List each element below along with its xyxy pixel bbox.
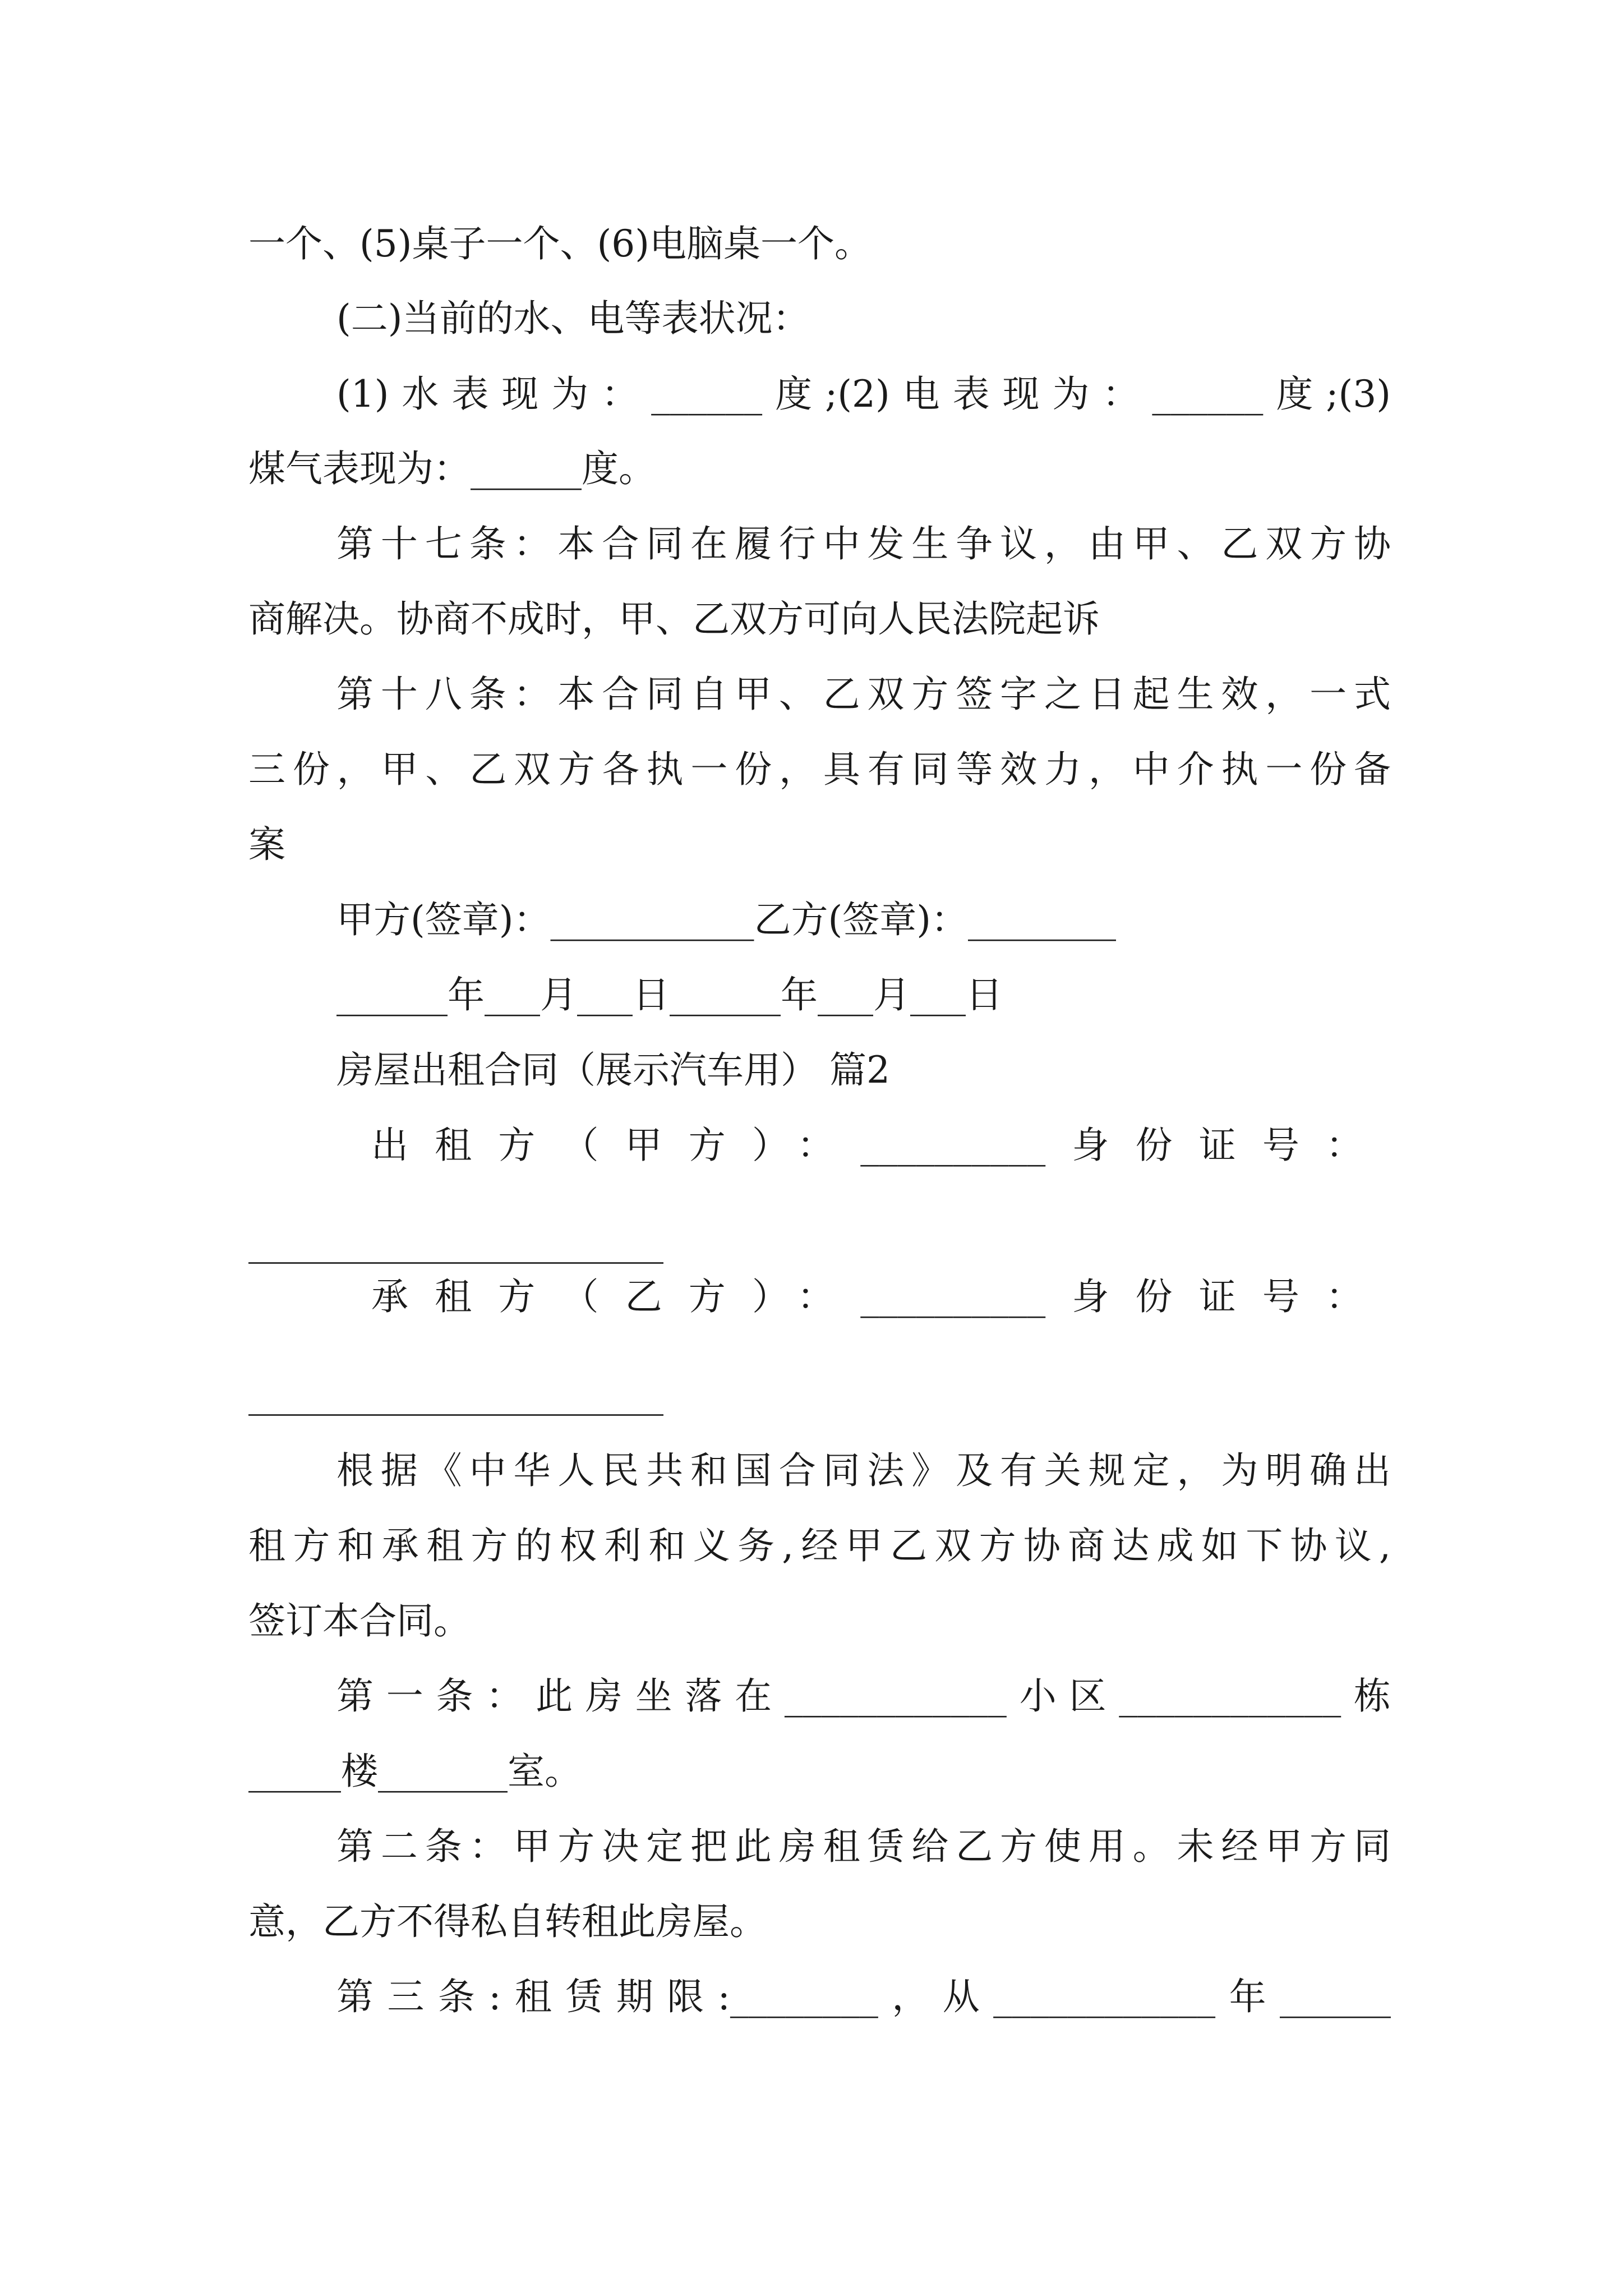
signature-line: 甲方(签章)：___________乙方(签章)：________ xyxy=(336,898,1116,941)
section-heading: 房屋出租合同（展示汽车用） 篇2 xyxy=(336,1048,890,1092)
text-line: (二)当前的水、电等表状况： xyxy=(336,297,810,340)
blank-underline xyxy=(248,1414,663,1416)
text-line: 意，乙方不得私自转租此房屋。 xyxy=(248,1900,767,1943)
article-17: 第十七条：本合同在履行中发生争议，由甲、乙双方协 xyxy=(336,522,1391,565)
article-1: 第一条：此房坐落在____________小区____________栋 xyxy=(336,1674,1391,1718)
blank-underline xyxy=(248,1262,663,1264)
text-line: 租方和承租方的权利和义务,经甲乙双方协商达成如下协议, xyxy=(248,1524,1391,1567)
text-line: 煤气表现为：______度。 xyxy=(248,447,656,490)
text-line: 商解决。协商不成时，甲、乙双方可向人民法院起诉 xyxy=(248,597,1100,641)
article-2: 第二条：甲方决定把此房租赁给乙方使用。未经甲方同 xyxy=(336,1825,1391,1868)
lessor-line: 出租方（甲方）：__________身份证号： xyxy=(371,1124,1363,1167)
text-line: (1)水表现为：______度;(2)电表现为：______度;(3) xyxy=(336,372,1391,416)
preamble: 根据《中华人民共和国合同法》及有关规定，为明确出 xyxy=(336,1449,1391,1492)
article-3: 第三条:租赁期限:________，从____________年______ xyxy=(336,1975,1391,2018)
text-line: 三份，甲、乙双方各执一份，具有同等效力，中介执一份备 xyxy=(248,748,1391,791)
text-line: 签订本合同。 xyxy=(248,1599,471,1642)
lessee-line: 承租方（乙方）：__________身份证号： xyxy=(371,1275,1363,1318)
date-line: ______年___月___日______年___月___日 xyxy=(336,973,1003,1016)
text-line: 案 xyxy=(248,823,285,866)
text-line: 一个、(5)桌子一个、(6)电脑桌一个。 xyxy=(248,222,872,265)
article-18: 第十八条：本合同自甲、乙双方签字之日起生效，一式 xyxy=(336,673,1391,716)
text-line: _____楼_______室。 xyxy=(248,1750,582,1793)
